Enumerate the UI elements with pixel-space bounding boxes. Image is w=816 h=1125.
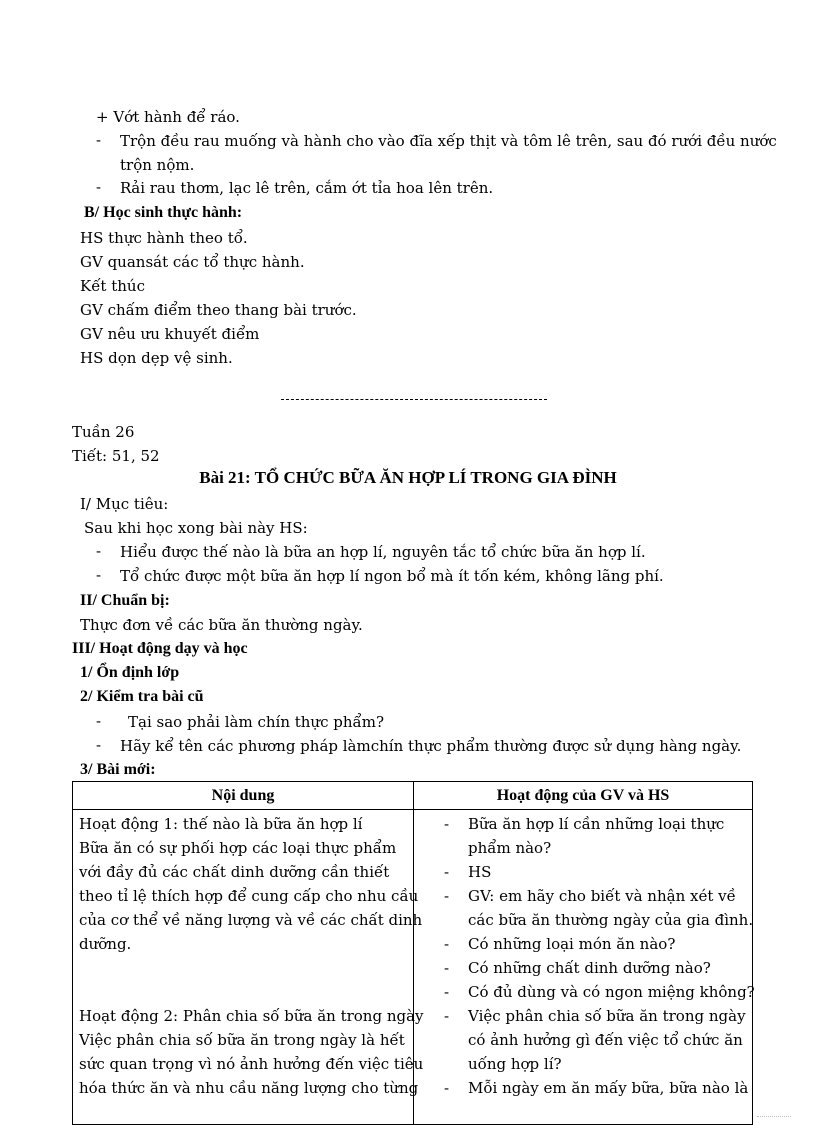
step1-heading: 1/ Ổn định lớp	[80, 664, 180, 681]
preparation-heading: II/ Chuẩn bị:	[80, 592, 170, 609]
week-label: Tuần 26	[72, 423, 135, 441]
content-line: của cơ thể về năng lượng và về các chất dinh	[79, 911, 423, 929]
objective-item: Tổ chức được một bữa ăn hợp lí ngon bổ mà ít tốn kém, không lãng phí.	[120, 567, 664, 585]
bullet-dash: -	[444, 1007, 450, 1025]
practice-line: HS thực hành theo tổ.	[80, 229, 248, 247]
bullet-dash: -	[96, 566, 102, 584]
bullet-dash: -	[444, 959, 450, 977]
activity-line: uống hợp lí?	[468, 1055, 562, 1073]
table-header-row	[73, 782, 753, 810]
step2-heading: 2/ Kiểm tra bài cũ	[80, 688, 204, 705]
content-line: Hoạt động 1: thế nào là bữa ăn hợp lí	[79, 815, 363, 833]
practice-line: GV quansát các tổ thực hành.	[80, 253, 305, 271]
activities-cell	[414, 810, 753, 1125]
activity-line: HS	[468, 863, 492, 881]
section-b-heading: B/ Học sinh thực hành:	[84, 204, 243, 221]
content-line: sức quan trọng vì nó ảnh hưởng đến việc tiêu	[79, 1055, 424, 1073]
activity-line: các bữa ăn thường ngày của gia đình.	[468, 911, 754, 929]
practice-line: HS dọn dẹp vệ sinh.	[80, 349, 233, 367]
activity-line: phẩm nào?	[468, 839, 552, 857]
bullet-dash: -	[96, 131, 102, 149]
sub-step-text: + Vớt hành để ráo.	[96, 108, 240, 126]
content-line: hóa thức ăn và nhu cầu năng lượng cho từng	[79, 1079, 419, 1097]
step-text-line: Rải rau thơm, lạc lê trên, cắm ớt tỉa hoa lên trên.	[120, 179, 494, 197]
activities-heading: III/ Hoạt động dạy và học	[72, 640, 248, 657]
review-question: Tại sao phải làm chín thực phẩm?	[128, 713, 384, 731]
content-line: Bữa ăn có sự phối hợp các loại thực phẩm	[79, 839, 397, 857]
content-line: Hoạt động 2: Phân chia số bữa ăn trong ngày	[79, 1007, 424, 1025]
activity-line: Việc phân chia số bữa ăn trong ngày	[468, 1007, 746, 1025]
bullet-dash: -	[444, 887, 450, 905]
bullet-dash: -	[444, 983, 450, 1001]
bullet-dash: -	[96, 178, 102, 196]
bullet-dash: -	[444, 863, 450, 881]
content-cell	[73, 810, 424, 1125]
review-question: Hãy kể tên các phương pháp làmchín thực phẩm thường được sử dụng hàng ngày.	[120, 737, 742, 755]
section-divider	[281, 399, 547, 400]
page-footer-mark	[757, 1116, 791, 1117]
activity-line: Có đủ dùng và có ngon miệng không?	[468, 983, 755, 1001]
bullet-dash: -	[96, 736, 102, 754]
lesson-activity-table	[72, 781, 753, 1125]
step3-heading: 3/ Bài mới:	[80, 761, 156, 778]
content-line: Việc phân chia số bữa ăn trong ngày là hết	[79, 1031, 405, 1049]
activity-line: có ảnh hưởng gì đến việc tổ chức ăn	[468, 1031, 743, 1049]
objectives-heading: I/ Mục tiêu:	[80, 495, 169, 513]
activity-line: Có những chất dinh dưỡng nào?	[468, 959, 711, 977]
preparation-text: Thực đơn về các bữa ăn thường ngày.	[80, 616, 363, 634]
practice-line: GV chấm điểm theo thang bài trước.	[80, 301, 357, 319]
step-text-line: Trộn đều rau muống và hành cho vào đĩa xếp thịt và tôm lê trên, sau đó rưới đều nước	[120, 132, 777, 150]
lesson-title: Bài 21: TỔ CHỨC BỮA ĂN HỢP LÍ TRONG GIA ĐÌNH	[199, 468, 617, 487]
objectives-intro: Sau khi học xong bài này HS:	[84, 519, 308, 537]
activity-line: Có những loại món ăn nào?	[468, 935, 676, 953]
table-header-activities: Hoạt động của GV và HS	[414, 782, 753, 810]
objective-item: Hiểu được thế nào là bữa an hợp lí, nguyên tắc tổ chức bữa ăn hợp lí.	[120, 543, 646, 561]
bullet-dash: -	[444, 815, 450, 833]
bullet-dash: -	[444, 1079, 450, 1097]
activity-line: Bữa ăn hợp lí cần những loại thực	[468, 815, 725, 833]
table-row	[73, 810, 753, 1125]
bullet-dash: -	[96, 712, 102, 730]
periods-label: Tiết: 51, 52	[72, 447, 160, 465]
content-line: với đầy đủ các chất dinh dưỡng cần thiết	[79, 863, 390, 881]
step-text-line: trộn nộm.	[120, 156, 195, 174]
content-line: dưỡng.	[79, 935, 132, 953]
activity-line: Mỗi ngày em ăn mấy bữa, bữa nào là	[468, 1079, 749, 1097]
bullet-dash: -	[96, 542, 102, 560]
activity-line: GV: em hãy cho biết và nhận xét về	[468, 887, 736, 905]
bullet-dash: -	[444, 935, 450, 953]
table-header-content: Nội dung	[73, 782, 414, 810]
content-line: theo tỉ lệ thích hợp để cung cấp cho nhu cầu	[79, 887, 419, 905]
practice-line: Kết thúc	[80, 277, 145, 295]
practice-line: GV nêu ưu khuyết điểm	[80, 325, 260, 343]
